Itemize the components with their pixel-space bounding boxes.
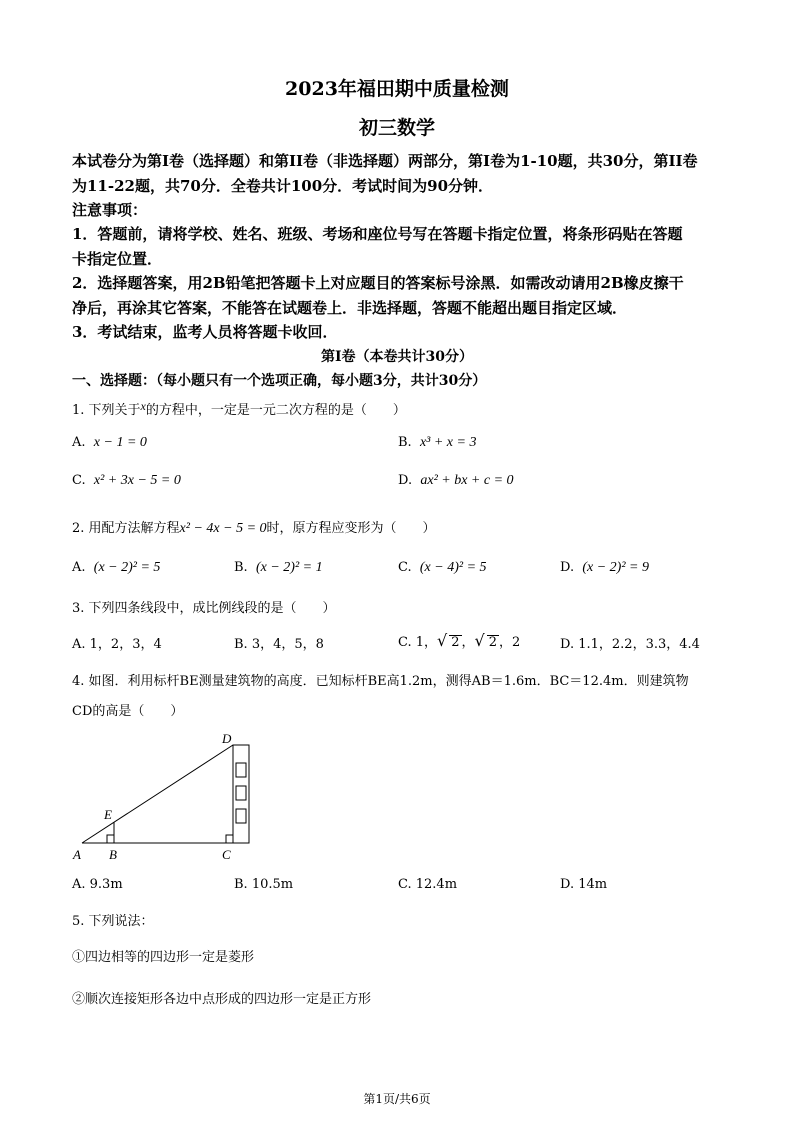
q4-option-a[interactable]: A. 9.3m: [72, 877, 123, 892]
label-e: E: [104, 807, 112, 822]
q1-option-a-text: x − 1 = 0: [93, 435, 147, 450]
right-angle-b: [107, 835, 114, 843]
q2-option-c-text: (x − 4)² = 5: [419, 560, 487, 575]
q2-option-a-label: A.: [72, 560, 86, 575]
q2-stem-b: 时，原方程应变形为（ ）: [266, 521, 436, 536]
q1-option-c-text: x² + 3x − 5 = 0: [93, 473, 181, 488]
intro-line-1: 本试卷分为第I卷（选择题）和第II卷（非选择题）两部分，第I卷为1-10题，共30分，第II卷: [72, 152, 698, 170]
q1-option-a[interactable]: [72, 435, 147, 451]
q1-stem-a: 1. 下列关于: [72, 403, 141, 418]
label-d: D: [222, 731, 232, 746]
q1-option-c[interactable]: [72, 473, 181, 489]
q2-stem: [72, 517, 436, 537]
notice-1-line-1: 1．答题前，请将学校、姓名、班级、考场和座位号写在答题卡指定位置，将条形码贴在答题: [72, 225, 683, 243]
q1-stem-b: 的方程中，一定是一元二次方程的是（ ）: [145, 403, 406, 418]
notice-1-line-2: 卡指定位置．: [72, 250, 163, 268]
q2-option-b-text: (x − 2)² = 1: [255, 560, 323, 575]
window-2: [236, 786, 246, 800]
q1-option-b-label: B.: [398, 435, 412, 450]
q1-option-d-text: ax² + bx + c = 0: [420, 473, 514, 488]
q4-stem-line-2: CD的高是（ ）: [72, 704, 184, 719]
q2-option-c-label: C.: [398, 560, 412, 575]
part-title: 第I卷（本卷共计30分）: [320, 349, 474, 365]
notice-heading: 注意事项：: [72, 201, 148, 219]
q3-option-c-rad-2: 2: [488, 635, 498, 650]
notice-2-line-2: 净后，再涂其它答案，不能答在试题卷上．非选择题，答题不能超出题目指定区域．: [72, 299, 628, 317]
q4-diagram: [70, 728, 270, 868]
q2-option-b-label: B.: [234, 560, 248, 575]
page-footer: 第1页/共6页: [363, 1092, 431, 1106]
q3-option-c-pre: C. 1，: [398, 635, 438, 650]
q2-option-d[interactable]: [560, 560, 649, 576]
q2-option-d-label: D.: [560, 560, 575, 575]
q4-option-d[interactable]: D. 14m: [560, 877, 608, 892]
q1-stem: [72, 399, 406, 418]
q2-option-a-text: (x − 2)² = 5: [93, 560, 161, 575]
notice-3: 3．考试结束，监考人员将答题卡收回．: [72, 323, 338, 341]
section-heading: 一、选择题：（每小题只有一个选项正确，每小题3分，共计30分）: [72, 373, 487, 389]
label-c: C: [222, 847, 231, 862]
q3-stem: 3. 下列四条线段中，成比例线段的是（ ）: [72, 601, 336, 616]
q3-option-d[interactable]: D. 1.1，2.2，3.3，4.4: [560, 637, 700, 652]
q4-stem-line-1: 4. 如图．利用标杆BE测量建筑物的高度．已知标杆BE高1.2m，测得AB＝1.6m．BC＝12.4m．则建筑物: [72, 674, 689, 689]
q1-option-b[interactable]: [398, 435, 476, 451]
q1-option-b-text: x³ + x = 3: [419, 435, 477, 450]
notice-2-line-1: 2．选择题答案，用2B铅笔把答题卡上对应题目的答案标号涂黑．如需改动请用2B橡皮擦干: [72, 274, 684, 292]
q1-option-c-label: C.: [72, 473, 86, 488]
right-angle-c: [226, 835, 233, 843]
q5-statement-1: ①四边相等的四边形一定是菱形: [72, 950, 255, 965]
building: [233, 745, 249, 843]
q4-option-b[interactable]: B. 10.5m: [234, 877, 294, 892]
q1-option-a-label: A.: [72, 435, 86, 450]
page-subtitle: 初三数学: [358, 117, 435, 139]
line-ad: [82, 745, 233, 843]
q2-stem-a: 2. 用配方法解方程: [72, 521, 180, 536]
q1-option-d[interactable]: [398, 473, 514, 489]
window-3: [236, 809, 246, 823]
q2-stem-eq: x² − 4x − 5 = 0: [179, 521, 267, 536]
page-title: 2023年福田期中质量检测: [285, 78, 509, 100]
sqrt-icon: √: [437, 631, 448, 650]
q2-option-b[interactable]: [234, 560, 323, 576]
q3-option-c-rad-1: 2: [451, 635, 460, 650]
q3-option-c[interactable]: [398, 631, 520, 650]
q4-option-c[interactable]: C. 12.4m: [398, 877, 458, 892]
q5-stem: 5. 下列说法：: [72, 914, 154, 929]
sqrt-icon: √: [474, 631, 485, 650]
q2-option-d-text: (x − 2)² = 9: [582, 560, 649, 575]
label-b: B: [109, 847, 117, 862]
q2-option-c[interactable]: [398, 560, 487, 576]
q3-option-c-post: ，2: [499, 635, 521, 650]
q2-option-a[interactable]: [72, 560, 160, 576]
label-a: A: [73, 847, 81, 862]
q3-option-a[interactable]: A. 1，2，3，4: [72, 637, 162, 652]
q3-option-c-sep: ，: [461, 635, 475, 650]
q5-statement-2: ②顺次连接矩形各边中点形成的四边形一定是正方形: [72, 992, 372, 1007]
window-1: [236, 763, 246, 777]
q1-option-d-label: D.: [398, 473, 413, 488]
intro-line-2: 为11-22题，共70分．全卷共计100分．考试时间为90分钟．: [72, 177, 494, 195]
q3-option-b[interactable]: B. 3，4，5，8: [234, 637, 324, 652]
q1-stem-var: x: [140, 399, 146, 413]
